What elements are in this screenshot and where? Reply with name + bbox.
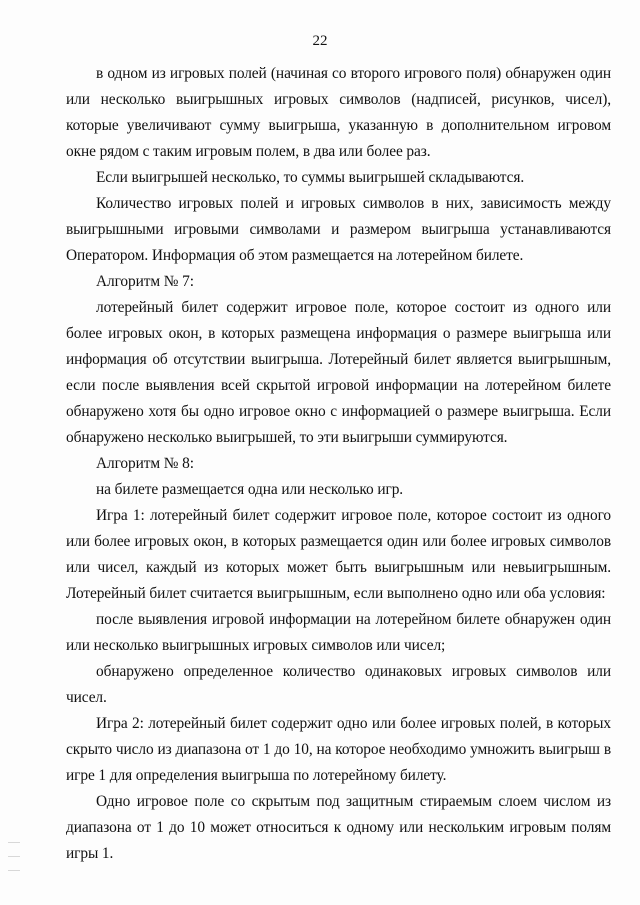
page-number: 22 [312,33,328,49]
paragraph-game-2: Игра 2: лотерейный билет содержит одно или более игровых полей, в которых скрыто число из диапазона от 1 до 10, на которое необходимо умножить выигрыш в игре 1 для определения выигрыша по лотерейному билету. [66,715,611,784]
paragraph-condition-1: после выявления игровой информации на лотерейном билете обнаружен один или несколько выигрышных игровых символов или чисел; [66,611,611,654]
scan-edge-mark [8,870,20,871]
paragraph-multiplier-condition: в одном из игровых полей (начиная со второго игрового поля) обнаружен один или несколько выигрышных игровых символов (надписей, рисунков, чисел), которые увеличивают сумму выигрыша, указанную в дополнительном игровом окне рядом с таким игровым полем, в два или более раз. [66,65,611,160]
heading-algorithm-7: Алгоритм № 7: [96,273,194,290]
document-body [66,61,611,867]
heading-algorithm-8: Алгоритм № 8: [96,455,194,472]
paragraph-hidden-number-field: Одно игровое поле со скрытым под защитным стираемым слоем числом из диапазона от 1 до 10 может относиться к одному или нескольким игровым полям игры 1. [66,793,611,862]
scan-edge-mark [8,856,20,857]
paragraph-algorithm-8-intro: на билете размещается одна или несколько игр. [96,481,404,498]
paragraph-algorithm-7: лотерейный билет содержит игровое поле, которое состоит из одного или более игровых окон, в которых размещена информация о размере выигрыша или информация об отсутствии выигрыша. Лотерейный билет является выигрышным, если после выявления всей скрытой игровой информации на лотерейном билете обнаружено хотя бы одно игровое окно с информацией о размере выигрыша. Если обнаружено несколько выигрышей, то эти выигрыши суммируются. [66,299,611,446]
scan-edge-mark [8,842,20,843]
paragraph-sum-winnings: Если выигрышей несколько, то суммы выигрышей складываются. [96,169,525,186]
paragraph-game-1: Игра 1: лотерейный билет содержит игровое поле, которое состоит из одного или более игровых окон, в которых размещается один или более игровых символов или чисел, каждый из которых может быть выигрышным или невыигрышным. Лотерейный билет считается выигрышным, если выполнено одно или оба условия: [66,507,611,602]
paragraph-condition-2: обнаружено определенное количество одинаковых игровых символов или чисел. [66,663,611,706]
paragraph-operator-settings: Количество игровых полей и игровых символов в них, зависимость между выигрышными игровыми символами и размером выигрыша устанавливаются Оператором. Информация об этом размещается на лотерейном билете. [66,195,611,264]
